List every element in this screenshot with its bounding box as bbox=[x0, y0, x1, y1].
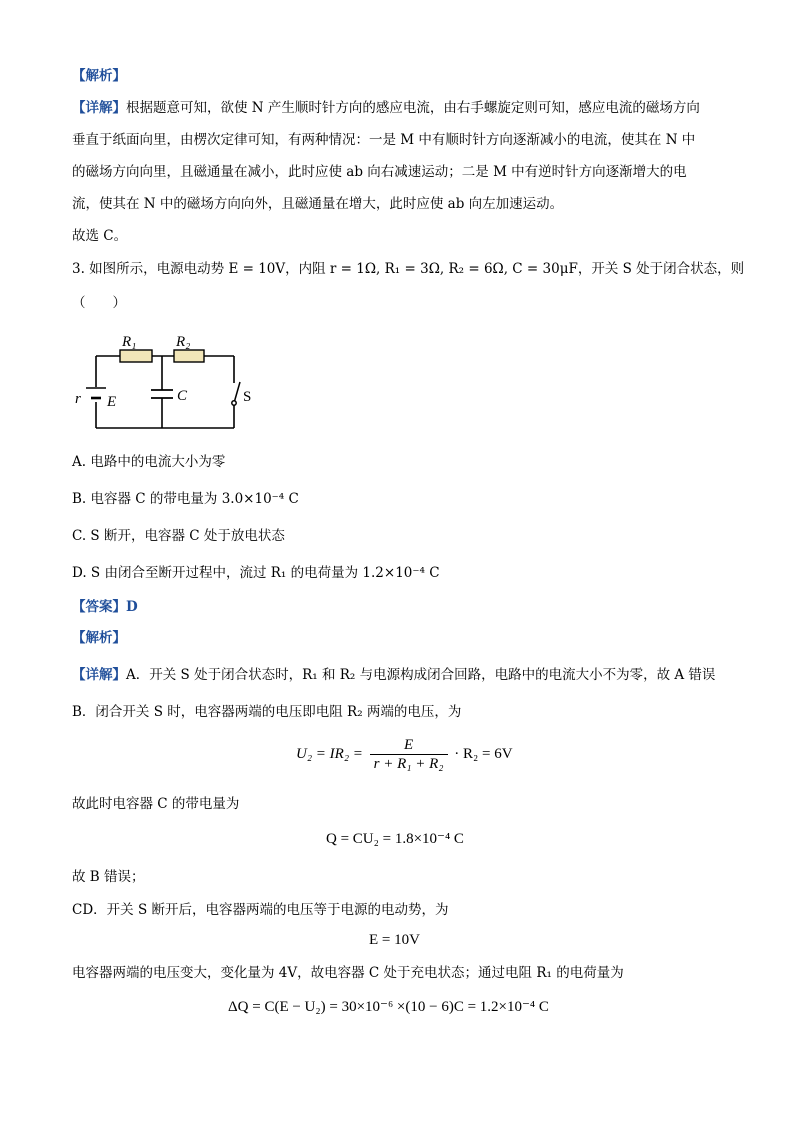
detail2-text: A．开关 S 处于闭合状态时，R₁ 和 R₂ 与电源构成闭合回路，电路中的电流大小不为零，故 A 错误 bbox=[126, 667, 716, 683]
detail-text: 根据题意可知，欲使 N 产生顺时针方向的感应电流，由右手螺旋定则可知，感应电流的磁场方向 bbox=[126, 100, 700, 116]
detail-line-2: 垂直于纸面向里，由楞次定律可知，有两种情况：一是 M 中有顺时针方向逐渐减小的电流，使其在 N 中 bbox=[72, 132, 696, 148]
detail-tag: 【详解】 bbox=[72, 100, 126, 116]
answer-line bbox=[72, 597, 138, 617]
switch-symbol bbox=[232, 382, 240, 405]
question-3-stem: 3. 如图所示，电源电动势 E = 10V，内阻 r = 1Ω, R₁ = 3Ω, R₂ = 6Ω, C = 30μF，开关 S 处于闭合状态，则 bbox=[72, 261, 745, 277]
detail2-line-3: 故此时电容器 C 的带电量为 bbox=[72, 796, 240, 812]
eq1-left: U₂ = IR₂ = bbox=[296, 745, 363, 762]
equation-e: E = 10V bbox=[369, 932, 420, 948]
section-header-analysis-2: 【解析】 bbox=[72, 630, 126, 646]
label-r: r bbox=[75, 391, 81, 407]
label-r2: R₂ bbox=[176, 334, 191, 350]
option-d: D. S 由闭合至断开过程中，流过 R₁ 的电荷量为 1.2×10⁻⁴ C bbox=[72, 565, 440, 581]
detail2-line-2: B．闭合开关 S 时，电容器两端的电压即电阻 R₂ 两端的电压，为 bbox=[72, 704, 462, 720]
circuit-diagram bbox=[72, 325, 272, 440]
resistor-r2 bbox=[174, 350, 204, 362]
capacitor-symbol bbox=[151, 390, 173, 398]
detail2-line-6: 电容器两端的电压变大，变化量为 4V，故电容器 C 处于充电状态；通过电阻 R₁ 的电荷量为 bbox=[72, 965, 624, 981]
eq1-fraction bbox=[370, 736, 448, 773]
option-a: A. 电路中的电流大小为零 bbox=[72, 454, 226, 470]
label-r1: R₁ bbox=[122, 334, 137, 350]
label-e: E bbox=[107, 394, 117, 410]
detail2-line-5: CD．开关 S 断开后，电容器两端的电压等于电源的电动势，为 bbox=[72, 902, 449, 918]
detail-line-4: 流，使其在 N 中的磁场方向向外，且磁通量在增大，此时应使 ab 向左加速运动。 bbox=[72, 196, 564, 212]
label-c: C bbox=[177, 388, 188, 404]
eq1-right: · R₂ = 6V bbox=[454, 745, 513, 762]
question-3-paren: （ ） bbox=[72, 295, 126, 311]
detail2-tag: 【详解】 bbox=[72, 667, 126, 683]
answer-text: 【答案】D bbox=[72, 599, 138, 615]
detail-line-3: 的磁场方向向里，且磁通量在减小，此时应使 ab 向右减速运动；二是 M 中有逆时针方向逐渐增大的电 bbox=[72, 164, 687, 180]
eq1-numerator: E bbox=[370, 736, 448, 755]
battery-symbol bbox=[86, 388, 106, 398]
eq1-denominator: r + R₁ + R₂ bbox=[373, 756, 444, 772]
option-b: B. 电容器 C 的带电量为 3.0×10⁻⁴ C bbox=[72, 491, 299, 507]
choose-answer-c: 故选 C。 bbox=[72, 228, 128, 244]
detail2-line-1 bbox=[72, 665, 715, 685]
equation-u2 bbox=[296, 736, 513, 773]
equation-q: Q = CU₂ = 1.8×10⁻⁴ C bbox=[326, 831, 464, 847]
detail2-line-4: 故 B 错误； bbox=[72, 869, 145, 885]
section-header-analysis: 【解析】 bbox=[72, 68, 126, 84]
detail-line-1 bbox=[72, 98, 700, 118]
label-s: S bbox=[243, 389, 252, 405]
equation-delta-q: ΔQ = C(E − U₂) = 30×10⁻⁶ ×(10 − 6)C = 1.2×10⁻⁴ C bbox=[228, 999, 549, 1015]
option-c: C. S 断开，电容器 C 处于放电状态 bbox=[72, 528, 285, 544]
resistor-r1 bbox=[120, 350, 152, 362]
